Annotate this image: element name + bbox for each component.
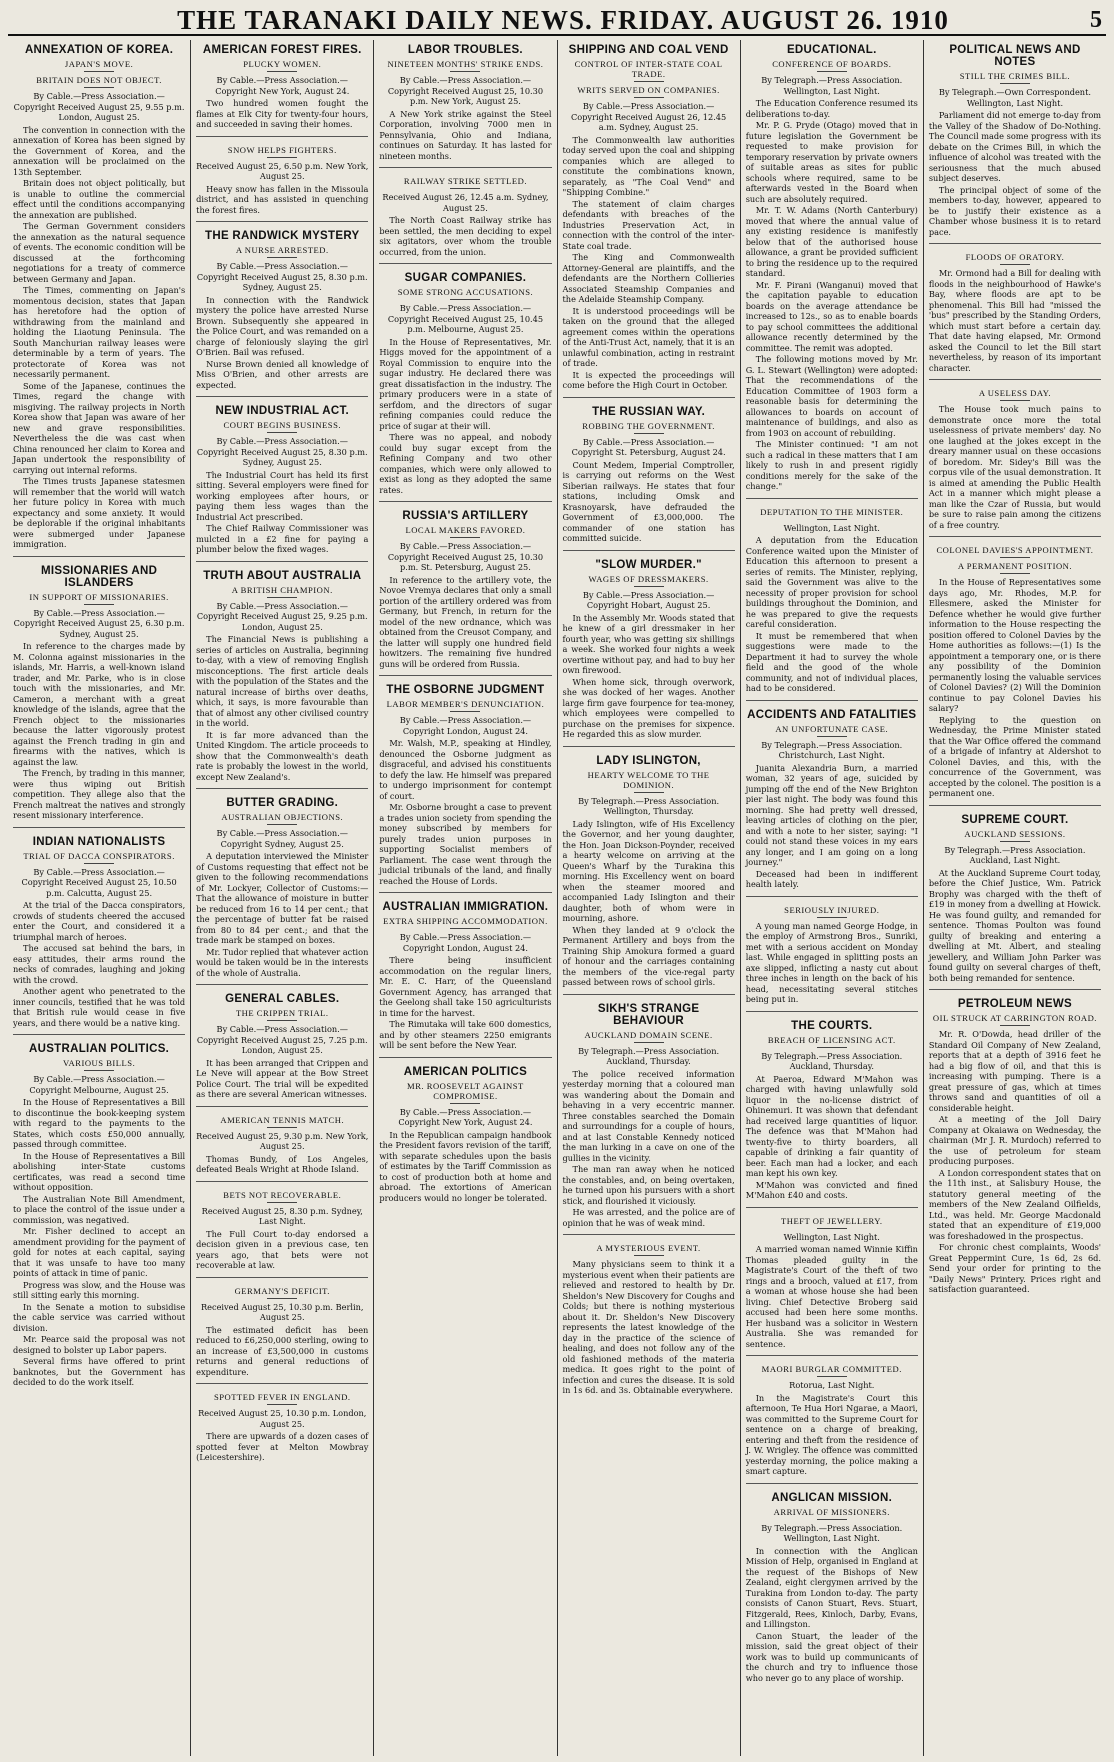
article-paragraph: Mr. P. G. Pryde (Otago) moved that in future legislation the Government be requested to make provision for temporary reservation by private owners of suitable areas as sites for public schools where required, same to be afterwards vested in the Board when such are absolutely required. [745, 120, 918, 204]
article-paragraph: It is understood proceedings will be taken on the ground that the alleged agreement comes within the operations of the Anti-Trust Act, namely, that it is an unlawful combination, acting in restraint of trade. [562, 305, 735, 368]
article-paragraph: There was no appeal, and nobody could buy sugar except from the Refining Company and two other companies, which were only allowed to exist as long as they adopted the same rates. [379, 432, 552, 495]
article [929, 545, 1101, 806]
article-paragraph: Mr. T. W. Adams (North Canterbury) moved that where the annual value of any existing residence is manifestly below that of the authorised house allowance, a grant be provided sufficient to bring the residence up to the required standard. [745, 205, 918, 278]
article-headline: LADY ISLINGTON, [596, 754, 701, 767]
article-subheading: AN UNFORTUNATE CASE. [746, 724, 918, 737]
article-paragraph: In the House of Representatives a Bill abolishing inter-State customs certificates, was read a second time without opposition. [13, 1150, 186, 1192]
article-subheading: A PERMANENT POSITION. [929, 561, 1101, 574]
article-subheading: AUSTRALIAN OBJECTIONS. [196, 812, 368, 825]
article-paragraph: It must be remembered that when suggestions were made to the Department it had to survey the whole field and the good of the whole community, and not of individual places, had to be considered. [745, 630, 918, 693]
article-paragraph: Juanita Alexandria Burn, a married woman, 32 years of age, suicided by jumping off the end of the New Brighton pier last night. The body was found this morning. She had pretty well dressed, leaving articles of clothing on the pier, and with a note to her sister, saying: "I could not stand these voices in my ears any longer, and I am going on a long journey." [745, 762, 918, 867]
article [196, 993, 368, 1107]
column-3 [374, 40, 557, 1756]
article-paragraph: When home sick, through overwork, she was docked of her wages. Another large firm gave fourpence for tea-money, which employees were compelled to purchase on the premises for sixpence. He regarded this as slow murder. [562, 676, 735, 739]
article-paragraph: Mr. Ormond had a Bill for dealing with floods in the neighbourhood of Hawke's Bay, where floods are apt to be phenomenal. This Bill had "missed the 'bus" prescribed by the Standing Orders, which must start before a certain day. That date having elapsed, Mr. Ormond asked the Council to let the Bill start nevertheless, by reason of its important character. [928, 268, 1102, 373]
article-paragraph: At Paeroa, Edward M'Mahon was charged with having unlawfully sold liquor in the no-license district of Ohinemuri. It was shown that defendant had received large quantities of liquor. The defence was that M'Mahon had twenty-five to thirty boarders, all capable of drinking a fair quantity of beer. Each man had a locker, and each man kept his own key. [745, 1073, 918, 1178]
article-paragraph: The estimated deficit has been reduced to £6,250,000 sterling, owing to an increase of £3,500,000 in customs returns and general reductions of expenditure. [196, 1324, 369, 1377]
article-paragraph: Mr. Tudor replied that whatever action would be taken would be in the interests of the whole of Australia. [196, 946, 369, 978]
article-paragraph: The Full Court to-day endorsed a decision given in a previous case, ten years ago, that bets were not recoverable at law. [196, 1228, 369, 1270]
article-headline: GENERAL CABLES. [225, 993, 340, 1005]
article-dateline: By Cable.—Press Association.—Copyright Received August 25, 10.45 p.m. Melbourne, August 25. [387, 303, 544, 334]
article-dateline: By Telegraph.—Press Association. Auckland, Thursday. [761, 1050, 903, 1071]
column-4 [558, 40, 741, 1756]
article-headline: LABOR TROUBLES. [407, 44, 523, 56]
article-paragraph: In the Republican campaign handbook the President favors revision of the tariff, with separate schedules upon the basis of estimates by the Tariff Commission as to cost of production both at home and abroad. The extortions of American producers would no longer be tolerated. [379, 1129, 552, 1203]
article-dateline: Received August 25, 9.30 p.m. New York, August 25. [196, 1130, 369, 1151]
article-paragraph: Mr. Osborne brought a case to prevent a trades union society from spending the money subscribed by members for purely trades union purposes in supporting Socialist members of Parliament. The case went through the judicial tribunals of the land, and finally reached the House of Lords. [379, 802, 552, 886]
article [379, 510, 551, 676]
article-paragraph: Deceased had been in indifferent health lately. [745, 868, 918, 889]
article-paragraph: In reference to the charges made by M. Colonna against missionaries in the islands, Mr. Harris, a well-known island trader, and Mr. Parke, who is in close touch with the missionaries, and Mr. Cameron, a merchant with a great knowledge of the islands, agree that the French object to the missionaries because the latter vigorously protest against the French trading in gin and firearms with the natives, which is against the law. [13, 641, 186, 767]
article-headline: SIKH'S STRANGE BEHAVIOUR [597, 1002, 700, 1027]
article-dateline: By Cable.—Press Association.—Copyright Sydney, August 25. [216, 828, 348, 849]
article [563, 1003, 735, 1236]
article-headline: SUGAR COMPANIES. [404, 272, 527, 284]
article-subheading: CONFERENCE OF BOARDS. [746, 59, 918, 72]
article-subheading: WRITS SERVED ON COMPANIES. [563, 85, 735, 98]
article-dateline: By Telegraph.—Press Association. Auckland, Thursday. [578, 1045, 720, 1066]
article-dateline: By Cable.—Press Association.—Copyright Received August 26, 12.45 a.m. Sydney, August 25. [570, 101, 727, 132]
article [379, 684, 551, 893]
article-dateline: By Cable.—Press Association.—Copyright Received August 25, 6.30 p.m. Sydney, August 25. [13, 607, 185, 639]
article [13, 44, 185, 557]
article-dateline: By Cable.—Press Association.—Copyright Received August 25, 9.55 p.m. London, August 25. [13, 91, 185, 122]
article-headline: NEW INDUSTRIAL ACT. [215, 405, 349, 417]
article-paragraph: In the Assembly Mr. Woods stated that he knew of a girl dressmaker in her fourth year, who was getting six shillings a week. She worked four nights a week overtime without pay, and had to buy her own firewood. [562, 612, 735, 675]
article-paragraph: The convention in connection with the annexation of Korea has been signed by the Government of Korea, and the annexation will be proclaimed on the 13th September. [13, 124, 186, 177]
article [563, 559, 735, 747]
article-paragraph: In reference to the artillery vote, the Novoe Vremya declares that only a small portion of the artillery ordered was from Germany, but French, in return for the model of the new ordnance, which was obtained from the Creusot Company, and the latter will supply one hundred field howitzers. The remaining five hundred guns will be ordered from Russia. [379, 574, 552, 669]
article-headline: SUPREME COURT. [961, 813, 1069, 826]
article [746, 44, 918, 499]
article-dateline: By Cable.—Press Association.—Copyright New York, August 24. [215, 75, 350, 96]
article [746, 709, 918, 897]
article [379, 44, 551, 168]
article-subheading: IN SUPPORT OF MISSIONARIES. [13, 592, 185, 605]
columns-container [8, 40, 1106, 1756]
article-subheading: LABOR MEMBER'S DENUNCIATION. [379, 699, 551, 712]
article-paragraph: Mr. Fisher declined to accept an amendment providing for the payment of gold for notes at each capital, saying that it was unsafe to have too many points of attack in time of panic. [13, 1226, 186, 1278]
article-paragraph: The French, by trading in this manner, were thus wiping out British competition. They allege also that the French maltreat the natives and strongly resent missionary interference. [13, 768, 186, 820]
article-paragraph: There being insufficient accommodation on the regular liners, Mr. E. C. Harr, of the Queensland Government Agency, has arranged that the Geelong shall take 150 agriculturists in time for the harvest. [379, 955, 552, 1018]
article-paragraph: The statement of claim charges defendants with breaches of the Industries Preservation Act, in connection with the control of the inter-State coal trade. [562, 198, 735, 251]
article-paragraph: The following motions moved by Mr. G. L. Stewart (Wellington) were adopted: That the recommendations of the Education Committee of 1903 form a reasonable basis for determining the allowances to boards on account of maintenance of buildings, and also as from 1903 on account of rebuilding. [745, 354, 918, 438]
article-headline: AMERICAN POLITICS [403, 1065, 528, 1078]
article-dateline: By Telegraph.—Press Association. Wellington, Last Night. [761, 1522, 903, 1543]
article [746, 507, 918, 701]
article-subheading: NINETEEN MONTHS' STRIKE ENDS. [379, 59, 551, 72]
article-dateline: Rotorua, Last Night. [789, 1380, 875, 1390]
article-subheading: A BRITISH CHAMPION. [196, 585, 368, 598]
article [196, 145, 368, 223]
article [746, 1364, 918, 1484]
article-dateline: Wellington, Last Night. [783, 522, 880, 533]
article-subheading: SPOTTED FEVER IN ENGLAND. [196, 1392, 368, 1405]
article-headline: AMERICAN FOREST FIRES. [202, 44, 362, 56]
article [196, 797, 368, 985]
column-2 [191, 40, 374, 1756]
article-subheading: SNOW HELPS FIGHTERS. [196, 145, 368, 158]
article-paragraph: A deputation interviewed the Minister of Customs requesting that effect not be given to the following recommendations of Mr. Lockyer, Collector of Customs:—That the allowance of moisture in butter be reduced from 16 to 14 per cent.; that the percentage of butter fat be raised from 80 to 84 per cent.; and that the trade mark be stamped on boxes. [196, 851, 369, 945]
article-subheading: COURT BEGINS BUSINESS. [196, 420, 368, 433]
article-paragraph: Canon Stuart, the leader of the mission, said the great object of their work was to build up communicants of the church and try to influence those who never go to any place of worship. [745, 1630, 918, 1683]
article [746, 1492, 918, 1690]
article-paragraph: Many physicians seem to think it a mysterious event when their patients are relieved and restored to health by Dr. Sheldon's New Discovery for Coughs and Colds; but there is nothing mysterious about it. Dr. Sheldon's New Discovery represents the latest knowledge of the day in the practice of the science of healing, and does not follow any of the old fashioned methods of the materia medica. It goes right to the point of infection and cures the disease. It is sold in 1s 6d. and 3s. Obtainable everywhere. [562, 1259, 735, 1395]
column-1 [8, 40, 191, 1756]
article-headline: MISSIONARIES AND ISLANDERS [40, 564, 158, 589]
article-paragraph: The Australian Note Bill Amendment, to place the control of the issue under a commission, was negatived. [13, 1193, 186, 1225]
article-dateline: Received August 25, 10.30 p.m. London, August 25. [198, 1408, 367, 1429]
article-subheading: EXTRA SHIPPING ACCOMMODATION. [379, 916, 551, 929]
article-subheading: AMERICAN TENNIS MATCH. [196, 1115, 368, 1128]
article-paragraph: At the Auckland Supreme Court today, before the Chief Justice, Wm. Patrick Brophy was charged with the theft of £19 in money from a dwelling at Howick. He was found guilty, and remanded for sentence. Thomas Poulton was found guilty of breaking and entering a dwelling at Mt. Albert, and stealing jewellery, and William John Parker was found guilty on several charges of theft, both being remanded for sentence. [928, 867, 1102, 983]
article-headline: TRUTH ABOUT AUSTRALIA [203, 569, 362, 582]
article-paragraph: Another agent who penetrated to the inner councils, testified that he was told that British rule would cease in five years, and there would be a native king. [13, 986, 186, 1028]
article-paragraph: Two hundred women fought the flames at Elk City for twenty-four hours, and succeeded in saving their homes. [196, 98, 369, 129]
article-paragraph: A young man named George Hodge, in the employ of Armstrong Bros., Sunriki, met with a serious accident on Monday last. While engaged in splitting posts an axe slipped, inflicting a nasty cut about three inches in length on the back of his head, necessitating several stitches being put in. [745, 920, 918, 1004]
article-headline: EDUCATIONAL. [786, 44, 877, 56]
article-paragraph: For chronic chest complaints, Woods' Great Peppermint Cure, 1s 6d, 2s 6d. Send your order for printing to the "Daily News" Printery. Prices right and satisfaction guaranteed. [928, 1242, 1102, 1294]
article-headline: SHIPPING AND COAL VEND [568, 44, 729, 56]
article-headline: THE OSBORNE JUDGMENT [386, 684, 545, 696]
article-subheading: LOCAL MAKERS FAVORED. [379, 525, 551, 538]
article-dateline: By Cable.—Press Association.—Copyright New York, August 24. [398, 1106, 533, 1127]
article [379, 176, 551, 264]
article-paragraph: In the Senate a motion to subsidise the cable service was carried without division. [13, 1301, 186, 1333]
article-paragraph: Heavy snow has fallen in the Missoula district, and has assisted in quenching the forest fires. [196, 183, 369, 215]
article-paragraph: M'Mahon was convicted and fined M'Mahon £40 and costs. [745, 1179, 918, 1200]
article-paragraph: The Commonwealth law authorities today served upon the coal and shipping companies which are alleged to constitute the combinations known, separately, as "The Coal Vend" and "Shipping Combine." [562, 134, 735, 197]
article [196, 1115, 368, 1182]
article [196, 1190, 368, 1278]
article-paragraph: A New York strike against the Steel Corporation, involving 7000 men in Pennsylvania, Ohio and Indiana, continues on Saturday. It has lasted for nineteen months. [379, 108, 552, 161]
article [929, 44, 1101, 244]
article [563, 755, 735, 995]
article-paragraph: At the trial of the Dacca conspirators, crowds of students cheered the accused enter the Court, and considered it a triumphal march of heroes. [13, 900, 186, 942]
article-dateline: By Cable.—Press Association.—Copyright Received August 25, 8.30 p.m. Sydney, August 25. [196, 436, 368, 467]
article-paragraph: A deputation from the Education Conference waited upon the Minister of Education this afternoon to present a series of remits. The Minister, replying, said the Government was alive to the necessity of proper provision for school buildings throughout the Dominion, and he was prepared to give the requests careful consideration. [745, 535, 918, 629]
article-paragraph: The Minister continued: "I am not such a radical in these matters that I am likely to rush in and present rigidly conditions merely for the sake of the change." [745, 439, 918, 491]
article-paragraph: In the House of Representatives a Bill to discontinue the book-keeping system with regard to the payments to the States, which costs £50,000 annually, passed through committee. [13, 1097, 186, 1149]
article-subheading: A USELESS DAY. [929, 388, 1101, 401]
article [746, 1020, 918, 1208]
article-headline: PETROLEUM NEWS [957, 998, 1072, 1010]
article-dateline: By Telegraph.—Press Association. Auckland, Last Night. [944, 844, 1086, 865]
article-paragraph: He was arrested, and the police are of opinion that he was of weak mind. [562, 1207, 735, 1228]
article-paragraph: Thomas Bundy, of Los Angeles, defeated Beals Wright at Rhode Island. [196, 1153, 369, 1174]
article-paragraph: The Financial News is publishing a series of articles on Australia, beginning to-day, with a view of removing English misconceptions. The first article deals with the population of the States and the natural increase of births over deaths, which, it says, is more favourable than that of almost any other civilised country in the world. [196, 634, 369, 728]
article-subheading: PLUCKY WOMEN. [196, 59, 368, 72]
article-paragraph: The Times, commenting on Japan's momentous decision, states that Japan has heretofore had the option of withdrawing from the mainland and holding the Liaotung Peninsula. The South Manchurian railway leases were determinable by a term of years. The protectorate of Korea was not necessarily permanent. [13, 285, 186, 379]
article [563, 44, 735, 398]
article-headline: AUSTRALIAN IMMIGRATION. [382, 901, 549, 913]
article-paragraph: Several firms have offered to print banknotes, but the Government has decided to do the work itself. [13, 1356, 186, 1387]
article-paragraph: Parliament did not emerge to-day from the Valley of the Shadow of Do-Nothing. The Council made some progress with its debate on the Crimes Bill, in which the influence of alcohol was treated with the seriousness that the much abused subject deserves. [928, 110, 1102, 183]
article-dateline: By Cable.—Press Association.—Copyright London, August 24. [399, 932, 532, 953]
article-dateline: By Cable.—Press Association.—Copyright London, August 24. [399, 715, 532, 736]
article-subheading: OIL STRUCK AT CARRINGTON ROAD. [929, 1013, 1101, 1026]
article-paragraph: A married woman named Winnie Kiffin Thomas pleaded guilty in the Magistrate's Court of the theft of two rings and a brooch, valued at £17, from a woman at whose house she had been living. Chief Detective Broberg said accused had been here some months. Her husband was a solicitor in Western Australia. She was remanded for sentence. [745, 1244, 918, 1349]
page-number: 5 [1090, 6, 1102, 33]
article [746, 1216, 918, 1357]
article-paragraph: Some of the Japanese, continues the Times, regard the change with misgiving. The railway projects in North Korea show that Japan was aware of her new and grave responsibilities. Nevertheless the die was cast when China renounced her claim to Korea and Japan undertook the responsibility of carrying out internal reforms. [13, 380, 186, 475]
article-dateline: By Cable.—Press Association.—Copyright St. Petersburg, August 24. [571, 436, 726, 457]
article-paragraph: Lady Islington, wife of His Excellency the Governor, and her young daughter, the Hon. Joan Dickson-Poynder, received a hearty welcome on arriving at the Queen's Wharf by the Turakina this morning. His Excellency went on board when the steamer moored and accompanied Lady Islington and their daughter, both of whom were in mourning, ashore. [562, 818, 735, 923]
article-paragraph: The German Government considers the annexation as the natural sequence of events. The economic condition will be discussed at the forthcoming negotiations for a treaty of commerce between Germany and Japan. [13, 221, 186, 284]
article-dateline: By Telegraph.—Own Correspondent. Wellington, Last Night. [938, 87, 1091, 108]
article-subheading: FLOODS OF ORATORY. [929, 252, 1101, 265]
article-dateline: By Cable.—Press Association.—Copyright Received August 25, 8.30 p.m. Sydney, August 25. [196, 261, 368, 292]
article-dateline: By Cable.—Press Association.—Copyright Received August 25, 7.25 p.m. London, August 25. [196, 1024, 368, 1055]
article-paragraph: The Education Conference resumed its deliberations to-day. [745, 98, 918, 119]
article-subheading: TRIAL OF DACCA CONSPIRATORS. [13, 851, 185, 864]
article-paragraph: The North Coast Railway strike has been settled, the men deciding to expel six agitators, over whom the trouble occurred, from the union. [379, 215, 552, 257]
article-subheading: WAGES OF DRESSMAKERS. [563, 574, 735, 587]
article-subheading: SOME STRONG ACCUSATIONS. [379, 287, 551, 300]
article-subheading: JAPAN'S MOVE. [13, 59, 185, 72]
article-headline: BUTTER GRADING. [226, 797, 339, 809]
article-headline: ANNEXATION OF KOREA. [24, 44, 174, 56]
article-paragraph: Nurse Brown denied all knowledge of Miss O'Brien, and other arrests are expected. [196, 358, 369, 390]
article [13, 836, 185, 1036]
article-paragraph: The principal object of some of the members to-day, however, appeared to be to justify their existence as a Chamber whose business it is to retard pace. [928, 184, 1102, 237]
article-subheading: VARIOUS BILLS. [13, 1058, 185, 1071]
article-subheading: SERIOUSLY INJURED. [746, 905, 918, 918]
article-paragraph: It is expected the proceedings will come before the High Court in October. [562, 369, 735, 390]
article [196, 405, 368, 562]
article-subheading: A NURSE ARRESTED. [196, 245, 368, 258]
article-paragraph: In the House of Representatives, Mr. Higgs moved for the appointment of a Royal Commission to enquire into the sugar industry. He declared there was great dissatisfaction in the industry. The primary producers were in a state of serfdom, and the directors of sugar refining companies could reduce the price of sugar at their will. [379, 336, 552, 431]
article-subheading: AUCKLAND DOMAIN SCENE. [563, 1030, 735, 1043]
article [929, 998, 1101, 1301]
article-paragraph: In the House of Representatives some days ago, Mr. Rhodes, M.P. for Ellesmere, asked the Minister for Defence whether he would give further information to the House respecting the position offered to Colonel Davies by the Home authorities as follows:—(1) Is the appointment a temporary one, or is there any possibility of the Dominion permanently losing the valuable services of Colonel Davies? (2) Will the Dominion continue to pay Colonel Davies his salary? [928, 577, 1102, 713]
article [13, 1043, 185, 1394]
article-dateline: By Telegraph.—Press Association. Wellington, Last Night. [761, 75, 903, 96]
article-subheading: THEFT OF JEWELLERY. [746, 1216, 918, 1229]
article-paragraph: A London correspondent states that on the 11th inst., at Salisbury House, the statutory general meeting of the members of the New Zealand Oilfields, Ltd., was held. Mr. George Macdonald stated that an expenditure of £19,000 was foreshadowed in the prospectus. [928, 1167, 1102, 1241]
article-headline: ACCIDENTS AND FATALITIES [747, 708, 917, 721]
article-headline: "SLOW MURDER." [595, 558, 702, 571]
article-subheading: ARRIVAL OF MISSIONERS. [746, 1507, 918, 1520]
article [563, 1243, 735, 1402]
article-subheading: MR. ROOSEVELT AGAINST COMPROMISE. [379, 1081, 551, 1104]
article-dateline: Received August 25, 8.30 p.m. Sydney, Last Night. [201, 1205, 363, 1226]
article [929, 388, 1101, 537]
article [196, 230, 368, 397]
article-headline: AUSTRALIAN POLITICS. [29, 1043, 170, 1055]
article-headline: RUSSIA'S ARTILLERY [402, 510, 529, 522]
column-5 [741, 40, 924, 1756]
article-paragraph: Britain does not object politically, but is unable to outline the commercial effect until the conditions accompanying the annexation are published. [13, 178, 186, 220]
article-subheading: GERMANY'S DEFICIT. [196, 1286, 368, 1299]
article-paragraph: The accused sat behind the bars, in easy attitudes, their arms round the necks of comrades, laughing and joking with the crowd. [13, 943, 186, 985]
column-6 [924, 40, 1106, 1756]
article [13, 565, 185, 828]
article [746, 905, 918, 1012]
article [196, 570, 368, 790]
article-dateline: Wellington, Last Night. [783, 1231, 880, 1242]
article [379, 1066, 551, 1210]
article-paragraph: Mr. Pearce said the proposal was not designed to bolster up Labor papers. [13, 1334, 186, 1355]
article-dateline: By Telegraph.—Press Association. Christchurch, Last Night. [761, 739, 903, 760]
article-subheading: DEPUTATION TO THE MINISTER. [746, 507, 918, 520]
article-paragraph: In connection with the Anglican Mission of Help, organised in England at the request of the Bishops of New Zealand, eight clergymen arrived by the Turakina from London to-day. The party consists of Canon Stuart, Revs. Stuart, Fitzgerald, Rees, Kinloch, Darby, Evans, and Lillingston. [745, 1545, 918, 1629]
article-headline: POLITICAL NEWS AND NOTES [949, 44, 1081, 68]
article-subheading: BETS NOT RECOVERABLE. [196, 1190, 368, 1203]
article-paragraph: The police received information yesterday morning that a coloured man was wandering about the Domain and behaving in a very eccentric manner. Three constables searched the Domain and surroundings for a couple of hours, and at last Constable Kennedy noticed the man lurking in a cave on one of the gullies in the vicinity. [562, 1068, 735, 1163]
article-paragraph: The House took much pains to demonstrate once more the total uselessness of private members' day. No one laughed at the jokes except in the dreary manner usual on these occasions of boredom. Mr. Sidey's Bill was the corpus vile of the usual demonstration. It is aimed at amending the Public Health Act in a manner which might please a man like the Czar of Russia, but would be sure to raise pain among the citizens of a free country. [928, 404, 1102, 530]
article-paragraph: The King and Commonwealth Attorney-General are plaintiffs, and the defendants are the Northern Collieries Associated Steamship Companies and the Adelaide Steamship Company. [562, 252, 735, 304]
article-subheading: HEARTY WELCOME TO THE DOMINION. [563, 770, 735, 793]
article-dateline: By Cable.—Press Association.—Copyright Received August 25, 10.30 p.m. St. Petersburg, August 25. [387, 541, 544, 572]
article-paragraph: The Times trusts Japanese statesmen will remember that the world will watch her future policy in Korea with much expectancy and some anxiety. It would be deplorable if the original inhabitants were submerged under Japanese immigration. [13, 476, 186, 549]
article-dateline: By Cable.—Press Association.—Copyright Received August 25, 10.50 p.m. Calcutta, August 25. [21, 866, 177, 898]
article-dateline: Received August 25, 6.50 p.m. New York, August 25. [196, 160, 369, 181]
article-paragraph: Mr. R. O'Dowda, head driller of the Standard Oil Company of New Zealand, reports that at a depth of 3916 feet he had a big flow of oil, and that this is increasing with pumping. There is a great pressure of gas, which at times throws sand and quantities of oil a considerable height. [928, 1029, 1102, 1113]
article-dateline: Received August 26, 12.45 a.m. Sydney, August 25. [382, 192, 549, 213]
masthead-title: THE TARANAKI DAILY NEWS. FRIDAY. AUGUST 26. 1910 [177, 4, 949, 35]
article-paragraph: It is far more advanced than the United Kingdom. The article proceeds to show that the Commonwealth's death rate is probably the lowest in the world, except New Zealand's. [196, 729, 369, 782]
article-subheading: RAILWAY STRIKE SETTLED. [379, 176, 551, 189]
article-dateline: By Cable.—Press Association.—Copyright Hobart, August 25. [582, 589, 715, 610]
article-paragraph: Mr. F. Pirani (Wanganui) moved that the capitation payable to education boards on the average attendance be increased to 12s., so as to enable boards to pay school committees the additional allowance recently determined by the committee. The remit was adopted. [745, 279, 918, 353]
article-dateline: By Cable.—Press Association.—Copyright Melbourne, August 25. [29, 1074, 169, 1095]
article [563, 406, 735, 551]
article [379, 901, 551, 1058]
article-paragraph: The Industrial Court has held its first sitting. Several employers were fined for working employees after hours, or paying them less wages than the Industrial Act prescribed. [196, 469, 369, 522]
article-paragraph: The Rimutaka will take 600 domestics, and by other steamers 2250 emigrants will be sent before the New Year. [379, 1019, 552, 1050]
article [929, 814, 1101, 991]
article [196, 1286, 368, 1385]
article-dateline: By Telegraph.—Press Association. Wellington, Thursday. [578, 795, 720, 816]
article-subheading: BRITAIN DOES NOT OBJECT. [13, 75, 185, 88]
article [929, 252, 1101, 380]
article-paragraph: Count Medem, Imperial Comptroller, is carrying out reforms on the West Siberian railways. He states that four stations, including Omsk and Krasnoyarsk, have defrauded the Government of £3,000,000. The commander of one station has committed suicide. [562, 459, 735, 543]
article-subheading: ROBBING THE GOVERNMENT. [563, 421, 735, 434]
article-subheading: CONTROL OF INTER-STATE COAL TRADE. [563, 59, 735, 82]
article-paragraph: In connection with the Randwick mystery the police have arrested Nurse Brown. Subsequently she appeared in the Police Court, and was remanded on a charge of feloniously slaying the girl O'Brien. Bail was refused. [196, 294, 369, 357]
article-paragraph: The man ran away when he noticed the constables, and, on being overtaken, he turned upon his pursuers with a short stick, and flourished it viciously. [562, 1164, 735, 1206]
article-paragraph: In the Magistrate's Court this afternoon, Te Hua Hori Ngarae, a Maori, was committed to the Supreme Court for sentence on a charge of breaking, entering and theft from the residence of J. W. Wrigley. The offence was committed yesterday morning, the police making a smart capture. [745, 1392, 918, 1476]
article-paragraph: When they landed at 9 o'clock the Permanent Artillery and boys from the Training Ship Amokura formed a guard of honour and the carriages containing the members of the vice-regal party passed between rows of school girls. [562, 924, 735, 987]
article-paragraph: The Chief Railway Commissioner was mulcted in a £2 fine for paying a plumber below the fixed wages. [196, 523, 369, 554]
article-headline: THE RANDWICK MYSTERY [205, 230, 360, 242]
article-headline: ANGLICAN MISSION. [771, 1491, 893, 1504]
article-paragraph: There are upwards of a dozen cases of spotted fever at Melton Mowbray (Leicestershire). [196, 1431, 369, 1462]
article-paragraph: At a meeting of the Joll Dairy Company at Okaiawa on Wednesday, the chairman (Mr J. R. Murdoch) referred to the use of petroleum for steam producing purposes. [928, 1114, 1102, 1166]
masthead [8, 6, 1106, 36]
article-dateline: By Cable.—Press Association.—Copyright Received August 25, 10.30 p.m. New York, August 25. [387, 75, 544, 106]
article [196, 44, 368, 137]
article-subheading: STILL THE CRIMES BILL. [929, 71, 1101, 84]
article [379, 272, 551, 502]
article-headline: THE COURTS. [791, 1019, 873, 1032]
article-subheading: MAORI BURGLAR COMMITTED. [746, 1364, 918, 1377]
article-subheading: A MYSTERIOUS EVENT. [563, 1243, 735, 1256]
article [196, 1392, 368, 1469]
article-subheading: THE CRIPPEN TRIAL. [196, 1008, 368, 1021]
article-headline: INDIAN NATIONALISTS [32, 835, 166, 848]
article-paragraph: Progress was slow, and the House was still sitting early this morning. [13, 1279, 186, 1300]
article-paragraph: It has been arranged that Crippen and Le Neve will appear at the Bow Street Police Court. The trial will be expedited as there are several American witnesses. [196, 1057, 369, 1099]
article-dateline: Received August 25, 10.30 p.m. Berlin, August 25. [200, 1301, 364, 1322]
article-paragraph: Replying to the question on Wednesday, the Prime Minister stated that the War Office offered the command of a brigade of infantry at Aldershot to Colonel Davies, and this, with the concurrence of the Government, was accepted by the colonel. The position is a permanent one. [928, 714, 1102, 798]
article-subheading: COLONEL DAVIES'S APPOINTMENT. [929, 545, 1101, 558]
article-subheading: BREACH OF LICENSING ACT. [746, 1035, 918, 1048]
article-subheading: AUCKLAND SESSIONS. [929, 829, 1101, 842]
article-headline: THE RUSSIAN WAY. [592, 405, 706, 418]
article-paragraph: Mr. Walsh, M.P., speaking at Hindley, denounced the Osborne judgment as disgraceful, and advised his constituents to defy the law. He himself was prepared to undergo imprisonment for contempt of court. [379, 738, 552, 801]
article-dateline: By Cable.—Press Association.—Copyright Received August 25, 9.25 p.m. London, August 25. [196, 600, 368, 632]
